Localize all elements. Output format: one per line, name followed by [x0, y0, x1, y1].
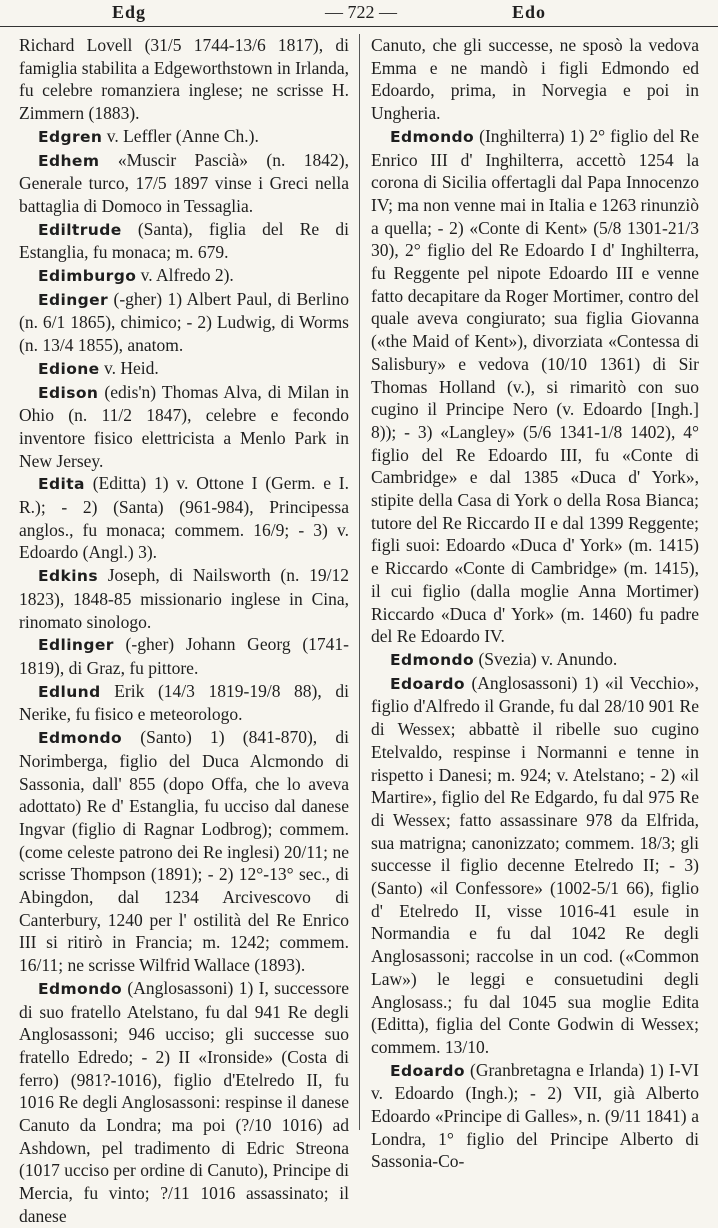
entry-headword: Edlund [38, 682, 101, 701]
running-header [0, 0, 718, 27]
entry-text: (Anglosassoni) 1) «il Vecchio», figlio d'Alfredo il Grande, fu dal 28/10 901 Re di Wessex; abbattè il ribelle suo cugino Etelvaldo, respinse i Normanni e tenne in rispetto i Danesi; m. 924; v. Atelstano; - 2) «il Martire», figlio del Re Edgardo, fu dal 975 Re di Wessex; fatto assassinare 978 da Elfrida, sua matrigna; canonizzato; commem. 18/3; gli successe il figlio decenne Etelredo II; - 3) (Santo) «il Confessore» (1002-5/1 66), figlio d' Etelredo II, visse 1016-41 esule in Normandia e fu dal 1042 Re degli Anglosassoni; raccolse in un cod. («Common Law») le leggi e consuetudini degli Anglosass.; fu dal 1045 sua moglie Edita (Editta), figlia del Conte Godwin di Wessex; commem. 13/10. [371, 672, 699, 1057]
entry-text: (-gher) 1) Albert Paul, di Berlino (n. 6/1 1865), chimico; - 2) Ludwig, di Worms (n. 13/4 1855), anatom. [19, 288, 349, 356]
entry-headword: Edita [38, 475, 85, 494]
entry-text: v. Alfredo 2). [140, 265, 234, 286]
dictionary-entry [19, 288, 349, 357]
column-divider [359, 34, 360, 1130]
dictionary-entry [371, 1059, 699, 1174]
dictionary-entry [19, 34, 349, 125]
entry-headword: Edinger [38, 290, 109, 309]
dictionary-entry [19, 472, 349, 564]
page-number: — 722 — [325, 2, 397, 22]
entry-headword: Edhem [38, 151, 100, 170]
entry-headword: Edmondo [390, 650, 475, 669]
entry-text: (Anglosassoni) 1) I, successore di suo fratello Atelstano, fu dal 941 Re degli Anglosassoni; 946 ucciso; gli successe suo fratello Edredo; - 2) II «Ironside» (Costa di ferro) (981?-1016), figlio d'Etelredo II, fu 1016 Re degli Anglosassoni: respinse il danese Canuto da Londra; ma poi (?/10 1016) ad Ashdown, pel tradimento di Edric Streona (1017 ucciso per ordine di Canuto), Principe di Mercia, fu vinto; ?/11 1016 assassinato; il danese [19, 977, 349, 1226]
entry-text: Richard Lovell (31/5 1744-13/6 1817), di famiglia stabilita a Edgeworthstown in Irlanda, fu celebre romanziera inglese; ne scrisse H. Zimmern (1883). [19, 35, 349, 124]
entry-text: (Santo) 1) (841-870), di Norimberga, figlio del Duca Alcmondo di Sassonia, dall' 855 (dopo Offa, che lo aveva adottato) Re d' Estanglia, fu ucciso dal danese Ingvar (figlio di Ragnar Lodbrog); commem. (come celeste patrono dei Re inglesi) 20/11; ne scrisse Thompson (1891); - 2) 12°-13° sec., di Abingdon, dal 1234 Arcivescovo di Canterbury, 1240 per l' ostilità del Re Enrico III si ritirò in Francia; m. 1242; commem. 16/11; ne scrisse Wilfrid Wallace (1893). [19, 727, 349, 976]
dictionary-entry [371, 672, 699, 1059]
entry-headword: Edoardo [390, 1061, 465, 1080]
dictionary-entry [371, 34, 699, 125]
entry-text: Erik (14/3 1819-19/8 88), di Nerike, fu fisico e meteorologo. [19, 680, 349, 725]
entry-text: Joseph, di Nailsworth (n. 19/12 1823), 1848-85 missionario inglese in Cina, rinomato sinologo. [19, 565, 349, 632]
entry-text: (Svezia) v. Anundo. [478, 648, 618, 669]
entry-text: v. Heid. [103, 357, 159, 378]
dictionary-entry [19, 564, 349, 633]
header-right-guide-word: Edo [512, 2, 547, 22]
entry-headword: Edmondo [38, 729, 123, 748]
entry-headword: Edkins [38, 567, 98, 586]
dictionary-entry [19, 381, 349, 473]
entry-headword: Edoardo [390, 674, 465, 693]
dictionary-entry [19, 357, 349, 381]
entry-headword: Edimburgo [38, 267, 137, 286]
left-column [19, 34, 350, 1226]
dictionary-entry [371, 648, 699, 672]
entry-text: (Inghilterra) 1) 2° figlio del Re Enrico III d' Inghilterra, accettò 1254 la corona di Sicilia offertagli dal Papa Innocenzo IV; ma non venne mai in Italia e 1263 rinunziò a quella; - 2) «Conte di Kent» (5/8 1301-21/3 30), 2° figlio del Re Edoardo I d' Inghilterra, fu Reggente pel nipote Edoardo III e venne fatto decapitare da Roger Mortimer, contro del quale aveva congiurato; sua figlia Giovanna («the Maid of Kent»), divorziata «Contessa di Salisbury» e vedova (10/10 1361) di Sir Thomas Holland (v.), si rimaritò con suo cugino il Principe Nero (v. Edoardo [Ingh.] 8)); - 3) «Langley» (5/6 1341-1/8 1402), 4° figlio del Re Edoardo III, fu «Conte di Cambridge» e dal 1385 «Duca d' York», stipite della Casa di York o della Rosa Bianca; tutore del Re Riccardo II e dal 1399 Reggente; figli suoi: Edoardo «Duca d' York» (m. 1415) e Riccardo «Conte di Cambridge» (m. 1415), il cui figlio (dalla moglie Anna Mortimer) Riccardo «Duca d' York» (m. 1460) fu padre del Re Edoardo IV. [371, 125, 699, 647]
entry-text: v. Leffler (Anne Ch.). [106, 125, 259, 146]
entry-headword: Edgren [38, 127, 103, 146]
entry-headword: Edlinger [38, 636, 114, 655]
entry-text: Canuto, che gli successe, ne sposò la vedova Emma e ne mandò i figli Edmondo ed Edoardo, prima, in Norvegia e poi in Ungheria. [371, 35, 699, 124]
header-left-guide-word: Edg [112, 2, 147, 22]
dictionary-entry [19, 633, 349, 679]
entry-headword: Ediltrude [38, 220, 122, 239]
entry-headword: Edison [38, 383, 99, 402]
dictionary-entry [19, 726, 349, 977]
dictionary-entry [19, 264, 349, 288]
dictionary-entry [19, 977, 349, 1228]
entry-headword: Edmondo [390, 127, 475, 146]
entry-text: (Granbretagna e Irlanda) 1) I-VI v. Edoardo (Ingh.); - 2) VII, già Alberto Edoardo «Principe di Galles», n. (9/11 1841) a Londra, 1° figlio del Principe Alberto di Sassonia-Co- [371, 1059, 700, 1172]
entry-text: (edis'n) Thomas Alva, di Milan in Ohio (n. 11/2 1847), celebre e fecondo inventore fisico elettricista a Menlo Park in New Jersey. [19, 381, 350, 471]
entry-headword: Edmondo [38, 979, 123, 998]
dictionary-entry [19, 149, 349, 218]
dictionary-entry [19, 125, 349, 149]
entry-headword: Edione [38, 359, 100, 378]
dictionary-entry [19, 218, 349, 264]
entry-text: (Santa), figlia del Re di Estanglia, fu monaca; m. 679. [19, 218, 350, 263]
dictionary-entry [19, 680, 349, 726]
dictionary-entry [371, 125, 699, 648]
entry-text: «Muscir Pascià» (n. 1842), Generale turco, 17/5 1897 vinse i Greci nella battaglia di Domoco in Tessaglia. [19, 149, 349, 216]
entry-text: (Editta) 1) v. Ottone I (Germ. e I. R.); - 2) (Santa) (961-984), Principessa anglos., fu monaca; commem. 16/9; - 3) v. Edoardo (Angl.) 3). [19, 473, 349, 563]
right-column [371, 34, 700, 1172]
entry-text: (-gher) Johann Georg (1741-1819), di Graz, fu pittore. [19, 634, 350, 678]
